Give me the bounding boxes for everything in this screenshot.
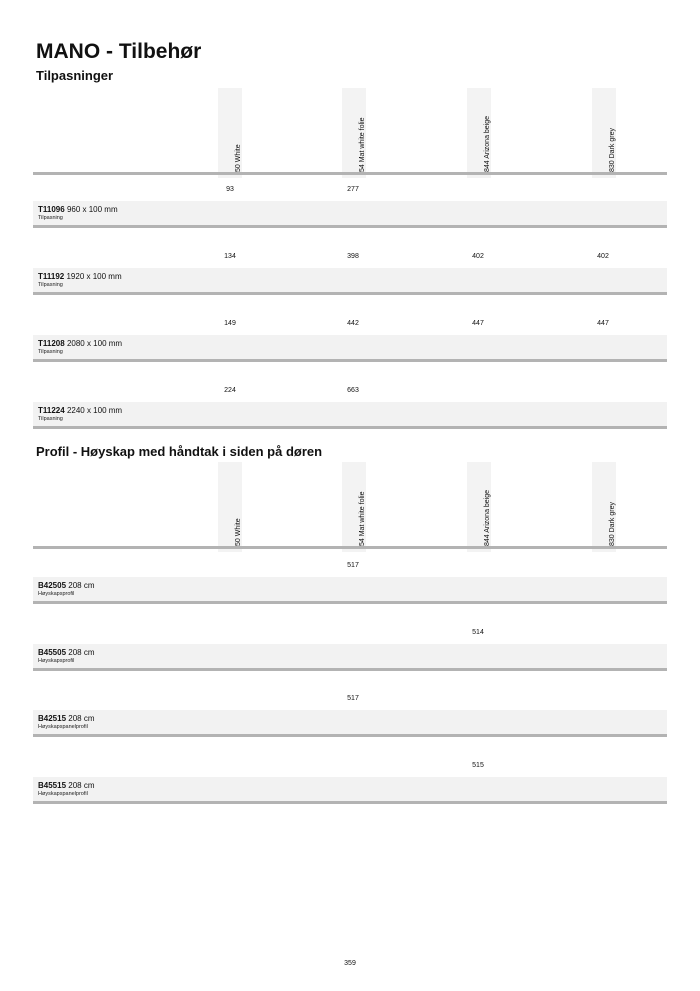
product-size: 208 cm — [68, 581, 95, 590]
product-code: T11192 — [38, 272, 65, 281]
product-code-line — [38, 648, 95, 657]
product-code-line — [38, 781, 95, 790]
column-header-54-mat-white: 54 Mat white folie — [342, 88, 366, 178]
product-band — [33, 710, 667, 737]
column-header-50-white: 50 White — [218, 462, 242, 552]
product-code-line — [38, 205, 118, 214]
price-cell: 663 — [347, 387, 359, 394]
product-code-line — [38, 714, 95, 723]
table-row — [33, 755, 667, 822]
product-description: Høyskapspanelprofil — [38, 791, 88, 797]
table-row — [33, 313, 667, 380]
product-code-line — [38, 272, 122, 281]
product-size: 1920 x 100 mm — [66, 272, 122, 281]
page-title: MANO - Tilbehør — [36, 40, 202, 63]
column-header-830-dark-grey: 830 Dark grey — [592, 462, 616, 552]
price-cell: 402 — [472, 253, 484, 260]
table-row — [33, 246, 667, 313]
column-header-844-arizona-beige: 844 Arizona beige — [467, 462, 491, 552]
page-number: 359 — [344, 960, 356, 967]
header-rule — [33, 172, 667, 175]
price-cell: 517 — [347, 562, 359, 569]
product-size: 2080 x 100 mm — [66, 339, 123, 348]
product-code: T11096 — [38, 205, 65, 214]
product-code-line — [38, 406, 122, 415]
table-row — [33, 555, 667, 622]
product-description: Høyskapsprofil — [38, 591, 75, 597]
product-code-line — [38, 339, 122, 348]
product-size: 208 cm — [68, 714, 95, 723]
price-cell: 514 — [472, 629, 484, 636]
table-row — [33, 380, 667, 447]
price-cell: 149 — [224, 320, 236, 327]
product-code: T11224 — [38, 406, 65, 415]
product-size: 2240 x 100 mm — [66, 406, 123, 415]
section-title-tilpasninger: Tilpasninger — [36, 68, 114, 83]
price-cell: 277 — [347, 186, 359, 193]
product-band — [33, 644, 667, 671]
product-band — [33, 201, 667, 228]
product-band — [33, 577, 667, 604]
column-header-830-dark-grey: 830 Dark grey — [592, 88, 616, 178]
product-description: Tilpasning — [38, 416, 63, 422]
section-title-profil: Profil - Høyskap med håndtak i siden på døren — [36, 444, 323, 459]
table-row — [33, 688, 667, 755]
column-header-50-white: 50 White — [218, 88, 242, 178]
price-cell: 517 — [347, 695, 359, 702]
product-code: B45515 — [38, 781, 67, 790]
price-cell: 224 — [224, 387, 236, 394]
product-code-line — [38, 581, 95, 590]
price-cell: 447 — [472, 320, 484, 327]
header-rule — [33, 546, 667, 549]
product-description: Tilpasning — [38, 282, 63, 288]
price-cell: 93 — [226, 186, 234, 193]
price-cell: 447 — [597, 320, 609, 327]
product-size: 208 cm — [68, 781, 95, 790]
product-code: B42515 — [38, 714, 67, 723]
price-cell: 402 — [597, 253, 609, 260]
product-band — [33, 268, 667, 295]
product-band — [33, 777, 667, 804]
product-description: Høyskapsprofil — [38, 658, 75, 664]
product-description: Tilpasning — [38, 349, 63, 355]
product-code: T11208 — [38, 339, 65, 348]
column-header-54-mat-white: 54 Mat white folie — [342, 462, 366, 552]
price-cell: 134 — [224, 253, 236, 260]
table-row — [33, 179, 667, 246]
price-cell: 398 — [347, 253, 359, 260]
product-code: B42505 — [38, 581, 67, 590]
product-band — [33, 402, 667, 429]
table-row — [33, 622, 667, 689]
product-size: 960 x 100 mm — [66, 205, 118, 214]
product-code: B45505 — [38, 648, 67, 657]
product-description: Tilpasning — [38, 215, 63, 221]
price-cell: 442 — [347, 320, 359, 327]
column-header-844-arizona-beige: 844 Arizona beige — [467, 88, 491, 178]
product-description: Høyskapspanelprofil — [38, 724, 88, 730]
product-size: 208 cm — [68, 648, 95, 657]
product-band — [33, 335, 667, 362]
price-cell: 515 — [472, 762, 484, 769]
